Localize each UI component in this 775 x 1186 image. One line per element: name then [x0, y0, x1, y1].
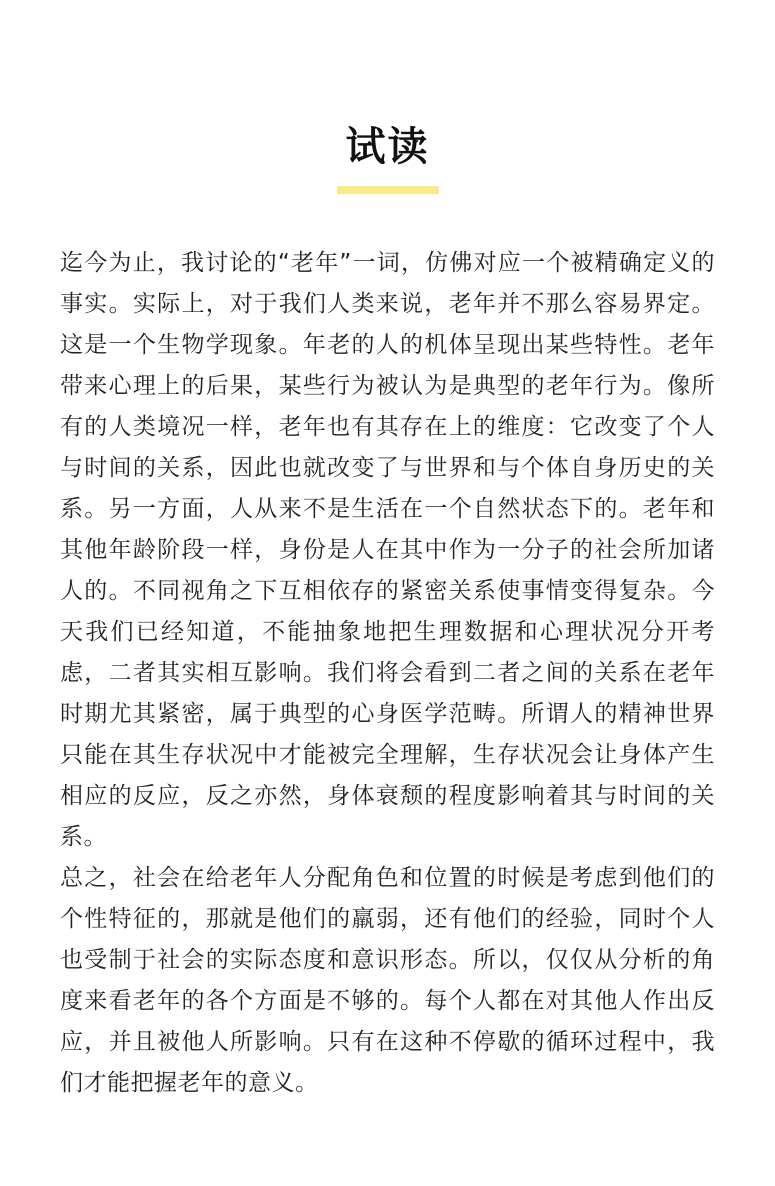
paragraph-2: 总之，社会在给老年人分配角色和位置的时候是考虑到他们的个性特征的，那就是他们的羸弱，还有他们的经验，同时个人也受制于社会的实际态度和意识形态。所以，仅仅从分析的角度来看老年的各个方面是不够的。每个人都在对其他人作出反应，并且被他人所影响。只有在这种不停歇的循环过程中，我们才能把握老年的意义。 — [60, 865, 715, 1096]
title-underline — [337, 186, 439, 194]
paragraph-1: 迄今为止，我讨论的“老年”一词，仿佛对应一个被精确定义的事实。实际上，对于我们人类来说，老年并不那么容易界定。这是一个生物学现象。年老的人的机体呈现出某些特性。老年带来心理上的后果，某些行为被认为是典型的老年行为。像所有的人类境况一样，老年也有其存在上的维度：它改变了个人与时间的关系，因此也就改变了与世界和与个体自身历史的关系。另一方面，人从来不是生活在一个自然状态下的。老年和其他年龄阶段一样，身份是人在其中作为一分子的社会所加诸人的。不同视角之下互相依存的紧密关系使事情变得复杂。今天我们已经知道，不能抽象地把生理数据和心理状况分开考虑，二者其实相互影响。我们将会看到二者之间的关系在老年时期尤其紧密，属于典型的心身医学范畴。所谓人的精神世界只能在其生存状况中才能被完全理解，生存状况会让身体产生相应的反应，反之亦然，身体衰颓的程度影响着其与时间的关系。 — [60, 250, 715, 850]
article-body — [60, 243, 715, 1104]
page-title: 试读 — [345, 123, 430, 170]
